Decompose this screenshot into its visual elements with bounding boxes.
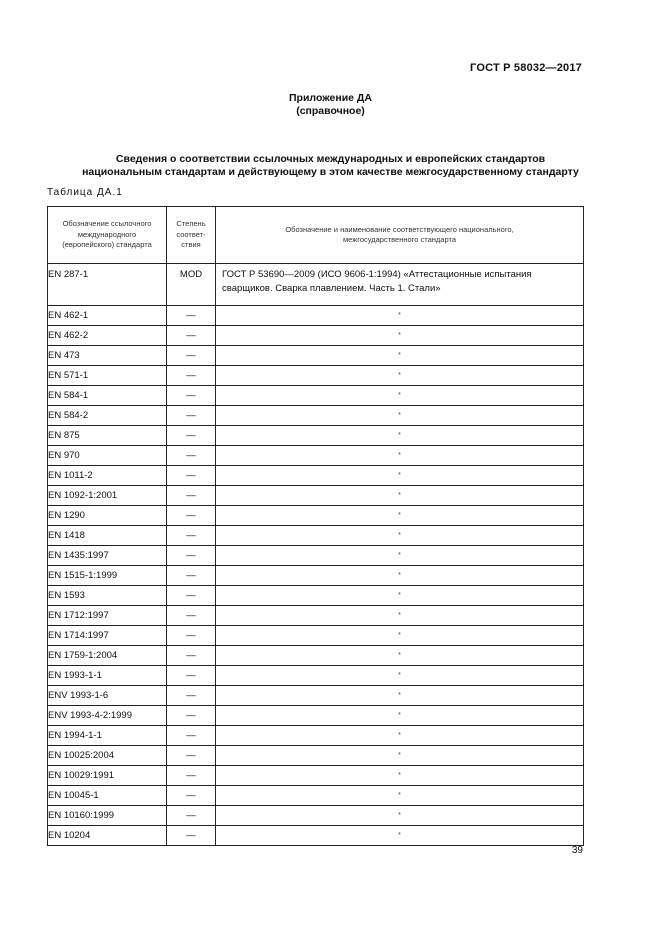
table-caption: Таблица ДА.1	[47, 187, 123, 198]
reference-standard-cell: EN 10045-1	[48, 786, 167, 806]
table-row	[48, 426, 584, 446]
table-row	[48, 526, 584, 546]
table-header-row	[48, 207, 584, 264]
degree-cell: —	[167, 526, 216, 546]
national-standard-cell: *	[216, 426, 584, 446]
table-row	[48, 326, 584, 346]
national-standard-cell: *	[216, 766, 584, 786]
degree-cell: —	[167, 406, 216, 426]
degree-cell: —	[167, 666, 216, 686]
table-row	[48, 646, 584, 666]
reference-standard-cell: ENV 1993-1-6	[48, 686, 167, 706]
national-standard-cell: *	[216, 526, 584, 546]
table-row	[48, 406, 584, 426]
national-standard-cell: *	[216, 506, 584, 526]
reference-standard-cell: EN 1418	[48, 526, 167, 546]
reference-standard-cell: EN 10029:1991	[48, 766, 167, 786]
table-row	[48, 586, 584, 606]
national-standard-cell: *	[216, 626, 584, 646]
degree-cell: —	[167, 806, 216, 826]
national-standard-cell: *	[216, 826, 584, 846]
national-standard-cell: *	[216, 546, 584, 566]
annex-subtitle: (справочное)	[296, 105, 365, 117]
table-row	[48, 826, 584, 846]
table-row	[48, 626, 584, 646]
degree-cell: —	[167, 506, 216, 526]
reference-standard-cell: EN 584-2	[48, 406, 167, 426]
degree-cell: —	[167, 566, 216, 586]
table-row	[48, 786, 584, 806]
degree-cell: —	[167, 726, 216, 746]
header-reference-standard: Обозначение ссылочного международного (европейского) стандарта	[48, 207, 167, 264]
degree-cell: —	[167, 626, 216, 646]
national-standard-cell: *	[216, 326, 584, 346]
table-row	[48, 264, 584, 306]
degree-cell: —	[167, 426, 216, 446]
table-row	[48, 366, 584, 386]
reference-standard-cell: EN 571-1	[48, 366, 167, 386]
national-standard-cell: *	[216, 466, 584, 486]
degree-cell: —	[167, 446, 216, 466]
reference-standard-cell: EN 1759-1:2004	[48, 646, 167, 666]
degree-cell: —	[167, 366, 216, 386]
reference-standard-cell: EN 1994-1-1	[48, 726, 167, 746]
reference-standard-cell: EN 1092-1:2001	[48, 486, 167, 506]
national-standard-cell: *	[216, 646, 584, 666]
table-row	[48, 506, 584, 526]
degree-cell: —	[167, 326, 216, 346]
table-row	[48, 746, 584, 766]
reference-standard-cell: EN 1714:1997	[48, 626, 167, 646]
national-standard-cell: *	[216, 366, 584, 386]
national-standard-cell: *	[216, 406, 584, 426]
table-row	[48, 346, 584, 366]
national-standard-cell: *	[216, 726, 584, 746]
header-national-standard: Обозначение и наименование соответствующего национального, межгосударственного стандарта	[216, 207, 584, 264]
reference-standard-cell: EN 287-1	[48, 264, 167, 306]
reference-standard-cell: EN 10204	[48, 826, 167, 846]
reference-standard-cell: EN 1593	[48, 586, 167, 606]
table-row	[48, 606, 584, 626]
national-standard-cell: *	[216, 346, 584, 366]
table-row	[48, 686, 584, 706]
reference-standard-cell: EN 462-1	[48, 306, 167, 326]
reference-standard-cell: EN 1993-1-1	[48, 666, 167, 686]
degree-cell: —	[167, 546, 216, 566]
national-standard-cell: *	[216, 746, 584, 766]
national-standard-cell: *	[216, 566, 584, 586]
national-standard-cell: *	[216, 446, 584, 466]
degree-cell: —	[167, 386, 216, 406]
national-standard-cell: *	[216, 586, 584, 606]
section-title	[60, 153, 601, 179]
table-row	[48, 806, 584, 826]
degree-cell: —	[167, 486, 216, 506]
table-row	[48, 306, 584, 326]
reference-standard-cell: EN 473	[48, 346, 167, 366]
national-standard-cell: *	[216, 686, 584, 706]
national-standard-cell: *	[216, 486, 584, 506]
reference-standard-cell: EN 10160:1999	[48, 806, 167, 826]
table-row	[48, 466, 584, 486]
degree-cell: —	[167, 786, 216, 806]
section-title-line-2: национальным стандартам и действующему в этом качестве межгосударственному стандарту	[82, 166, 579, 178]
degree-cell: —	[167, 306, 216, 326]
degree-cell: —	[167, 646, 216, 666]
degree-cell: —	[167, 766, 216, 786]
reference-standard-cell: EN 875	[48, 426, 167, 446]
table-row	[48, 706, 584, 726]
document-id: ГОСТ Р 58032—2017	[470, 62, 582, 74]
national-standard-cell: *	[216, 606, 584, 626]
reference-standard-cell: EN 1712:1997	[48, 606, 167, 626]
reference-standard-cell: ENV 1993-4-2:1999	[48, 706, 167, 726]
table-row	[48, 446, 584, 466]
reference-standard-cell: EN 1515-1:1999	[48, 566, 167, 586]
degree-cell: —	[167, 586, 216, 606]
section-title-line-1: Сведения о соответствии ссылочных международных и европейских стандартов	[115, 153, 546, 165]
table-row	[48, 566, 584, 586]
page-number: 39	[571, 845, 583, 856]
degree-cell: —	[167, 706, 216, 726]
table-row	[48, 386, 584, 406]
reference-standard-cell: EN 584-1	[48, 386, 167, 406]
degree-cell: —	[167, 346, 216, 366]
annex-title: Приложение ДА	[289, 92, 372, 104]
table-row	[48, 546, 584, 566]
national-standard-cell: *	[216, 666, 584, 686]
correspondence-table	[47, 206, 584, 846]
national-standard-cell: *	[216, 386, 584, 406]
national-standard-cell: *	[216, 806, 584, 826]
degree-cell: —	[167, 826, 216, 846]
degree-cell: —	[167, 606, 216, 626]
reference-standard-cell: EN 970	[48, 446, 167, 466]
reference-standard-cell: EN 1435:1997	[48, 546, 167, 566]
table-row	[48, 766, 584, 786]
degree-cell: —	[167, 746, 216, 766]
table-row	[48, 726, 584, 746]
national-standard-cell: *	[216, 706, 584, 726]
reference-standard-cell: EN 462-2	[48, 326, 167, 346]
degree-cell: —	[167, 466, 216, 486]
reference-standard-cell: EN 1290	[48, 506, 167, 526]
table-row	[48, 666, 584, 686]
reference-standard-cell: EN 1011-2	[48, 466, 167, 486]
header-degree-of-correspondence: Степень соответ-ствия	[167, 207, 216, 264]
degree-cell: —	[167, 686, 216, 706]
national-standard-cell: *	[216, 786, 584, 806]
annex-heading	[0, 92, 661, 118]
reference-standard-cell: EN 10025:2004	[48, 746, 167, 766]
table-row	[48, 486, 584, 506]
national-standard-cell: *	[216, 306, 584, 326]
national-standard-cell: ГОСТ Р 53690—2009 (ИСО 9606-1:1994) «Аттестационные испытания сварщиков. Сварка плавлением. Часть 1. Стали»	[216, 264, 584, 306]
degree-cell: MOD	[167, 264, 216, 306]
